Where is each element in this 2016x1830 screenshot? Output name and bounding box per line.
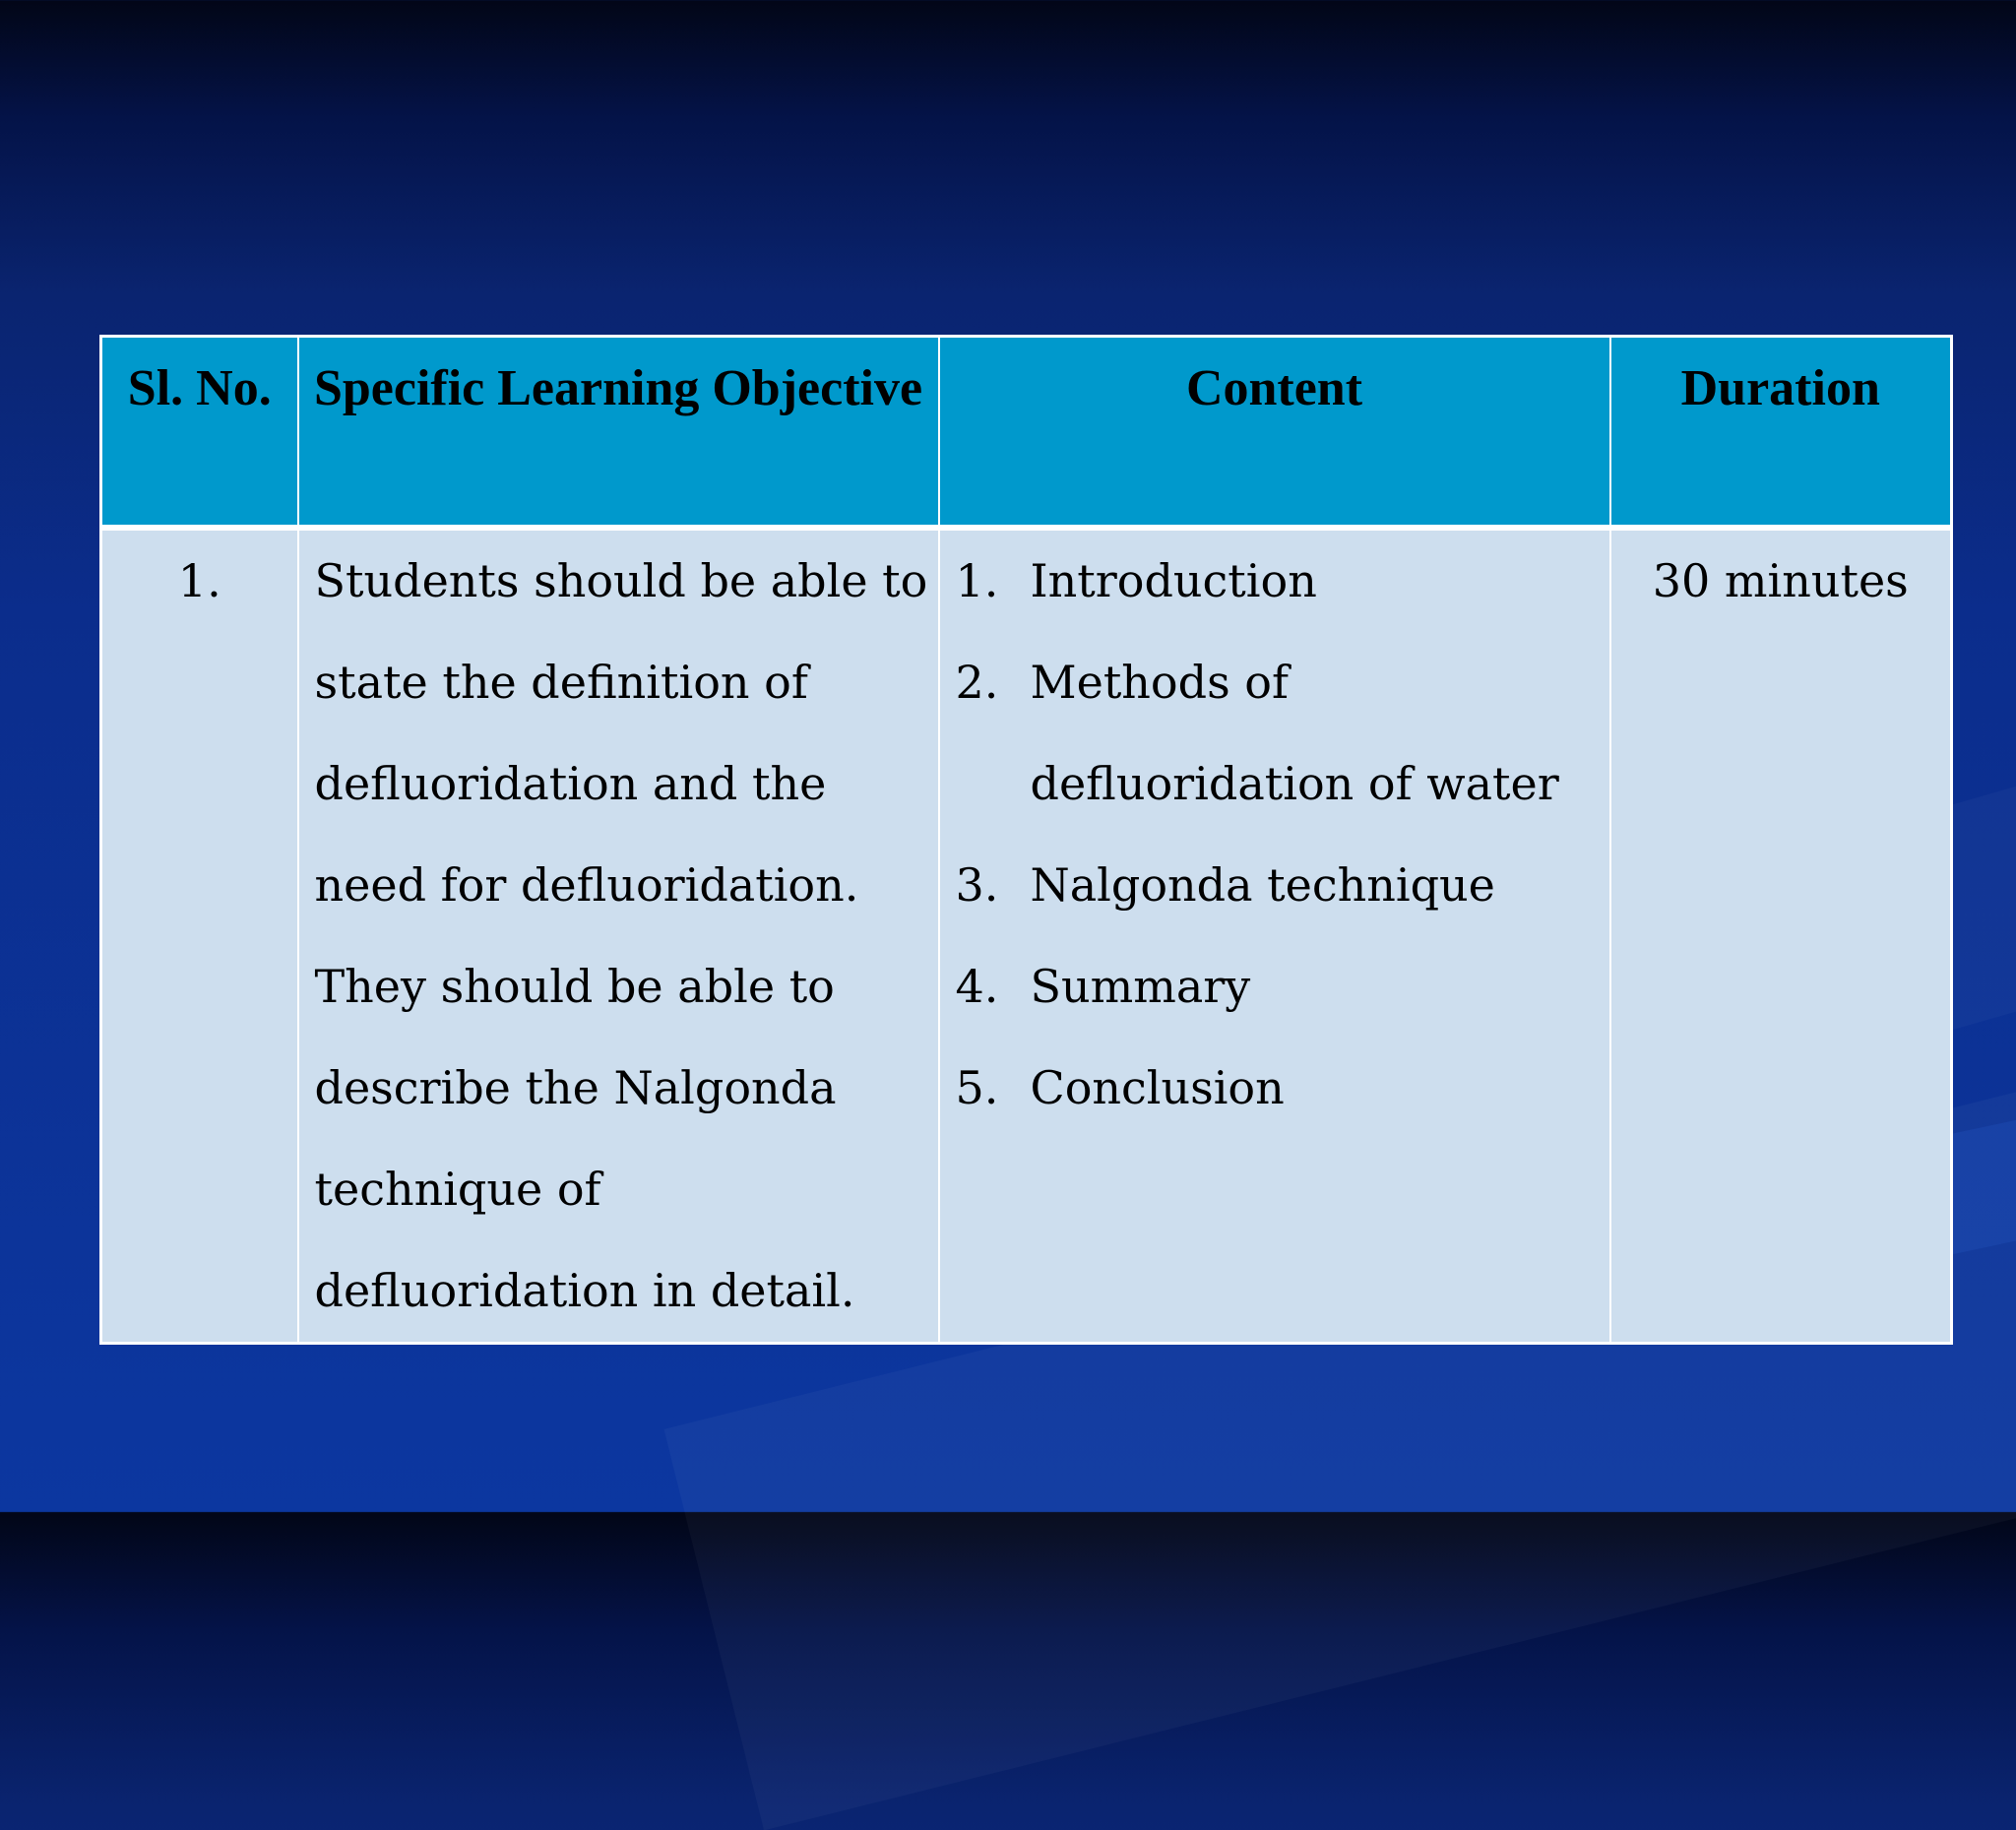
lesson-plan-table (99, 335, 1953, 1345)
cell-duration: 30 minutes (1610, 528, 1952, 1344)
content-item-number: 4. (955, 960, 999, 1013)
content-item-text: Introduction (1030, 554, 1317, 607)
content-list-item (956, 936, 1609, 1038)
content-item-text: Conclusion (1030, 1061, 1285, 1114)
cell-content (939, 528, 1610, 1344)
cell-objective: Students should be able to state the definition of defluoridation and the need for defluoridation. They should be able to describe the Nalgonda technique of defluoridation in detail. (298, 528, 939, 1344)
header-sl-no: Sl. No. (101, 337, 298, 529)
content-list (940, 531, 1609, 1139)
content-item-number: 5. (955, 1061, 999, 1114)
content-item-number: 2. (955, 656, 999, 709)
header-objective: Specific Learning Objective (298, 337, 939, 529)
table-row (101, 528, 1952, 1344)
content-item-text: Nalgonda technique (1030, 858, 1495, 912)
cell-sl-no: 1. (101, 528, 298, 1344)
header-duration: Duration (1610, 337, 1952, 529)
content-item-text: Summary (1030, 960, 1251, 1013)
content-list-item (956, 835, 1609, 936)
content-item-text: Methods of defluoridation of water (1030, 656, 1559, 810)
content-list-item (956, 632, 1609, 835)
content-list-item (956, 1038, 1609, 1139)
header-content: Content (939, 337, 1610, 529)
content-item-number: 1. (955, 554, 999, 607)
content-list-item (956, 531, 1609, 632)
content-item-number: 3. (955, 858, 999, 912)
table-header-row (101, 337, 1952, 529)
